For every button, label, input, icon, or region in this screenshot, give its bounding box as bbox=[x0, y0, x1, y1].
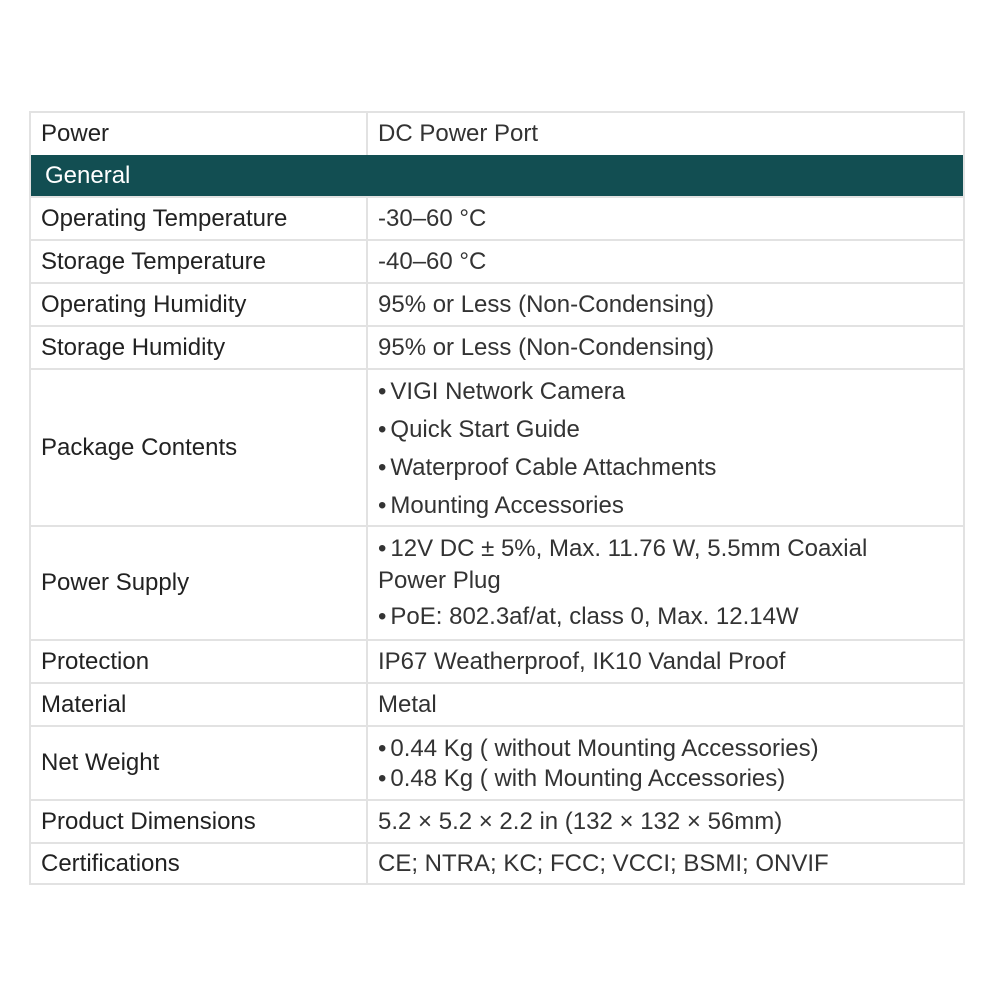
section-header-general: General bbox=[31, 155, 963, 196]
spec-row-product-dimensions bbox=[31, 799, 963, 842]
spec-label: Storage Temperature bbox=[31, 241, 368, 282]
spec-label: Operating Temperature bbox=[31, 198, 368, 239]
spec-value: -40–60 °C bbox=[378, 247, 487, 275]
bullet-item bbox=[378, 490, 963, 522]
bullet-text: 12V DC ± 5%, Max. 11.76 W, 5.5mm Coaxial Power Plug bbox=[378, 535, 868, 594]
spec-label: Storage Humidity bbox=[31, 327, 368, 368]
bullet-item bbox=[378, 764, 963, 794]
bullet-list bbox=[368, 370, 963, 525]
bullet-dot: • bbox=[378, 535, 387, 562]
spec-label: Protection bbox=[31, 641, 368, 682]
bullet-dot: • bbox=[378, 765, 387, 792]
bullet-dot: • bbox=[378, 378, 387, 405]
spec-value: Metal bbox=[378, 690, 437, 718]
spec-row-operating-humidity bbox=[31, 282, 963, 325]
bullet-item bbox=[378, 533, 903, 597]
bullet-text: Waterproof Cable Attachments bbox=[390, 454, 717, 481]
spec-row-storage-temperature bbox=[31, 239, 963, 282]
bullet-dot: • bbox=[378, 416, 387, 443]
spec-value: 95% or Less (Non-Condensing) bbox=[378, 290, 715, 318]
bullet-text: 0.44 Kg ( without Mounting Accessories) bbox=[390, 735, 819, 762]
spec-value: 5.2 × 5.2 × 2.2 in (132 × 132 × 56mm) bbox=[378, 807, 783, 835]
spec-value: -30–60 °C bbox=[378, 204, 487, 232]
spec-label: Package Contents bbox=[31, 370, 368, 525]
spec-row-operating-temperature bbox=[31, 196, 963, 239]
spec-row-power bbox=[31, 113, 963, 155]
spec-value: 95% or Less (Non-Condensing) bbox=[378, 333, 715, 361]
spec-row-certifications bbox=[31, 842, 963, 883]
bullet-text: 0.48 Kg ( with Mounting Accessories) bbox=[390, 765, 786, 792]
bullet-text: Mounting Accessories bbox=[390, 492, 624, 519]
bullet-list bbox=[368, 727, 963, 799]
spec-label: Material bbox=[31, 684, 368, 725]
bullet-item bbox=[378, 601, 903, 633]
bullet-item bbox=[378, 414, 963, 446]
spec-row-storage-humidity bbox=[31, 325, 963, 368]
spec-row-net-weight bbox=[31, 725, 963, 799]
spec-row-power-supply bbox=[31, 525, 963, 639]
bullet-dot: • bbox=[378, 735, 387, 762]
bullet-item bbox=[378, 734, 963, 764]
spec-label: Power bbox=[31, 113, 368, 155]
bullet-item bbox=[378, 376, 963, 408]
spec-label: Power Supply bbox=[31, 527, 368, 639]
bullet-item bbox=[378, 452, 963, 484]
spec-value: IP67 Weatherproof, IK10 Vandal Proof bbox=[378, 647, 786, 675]
spec-value: DC Power Port bbox=[378, 120, 539, 147]
bullet-dot: • bbox=[378, 492, 387, 519]
spec-label: Certifications bbox=[31, 844, 368, 883]
spec-label: Net Weight bbox=[31, 727, 368, 799]
spec-value: CE; NTRA; KC; FCC; VCCI; BSMI; ONVIF bbox=[378, 849, 829, 877]
bullet-list bbox=[368, 527, 963, 639]
spec-label: Product Dimensions bbox=[31, 801, 368, 842]
bullet-dot: • bbox=[378, 454, 387, 481]
spec-row-package-contents bbox=[31, 368, 963, 525]
spec-table bbox=[29, 111, 965, 885]
bullet-dot: • bbox=[378, 603, 387, 630]
spec-row-material bbox=[31, 682, 963, 725]
spec-row-protection bbox=[31, 639, 963, 682]
spec-label: Operating Humidity bbox=[31, 284, 368, 325]
bullet-text: Quick Start Guide bbox=[390, 416, 580, 443]
bullet-text: VIGI Network Camera bbox=[390, 378, 626, 405]
bullet-text: PoE: 802.3af/at, class 0, Max. 12.14W bbox=[390, 603, 799, 630]
